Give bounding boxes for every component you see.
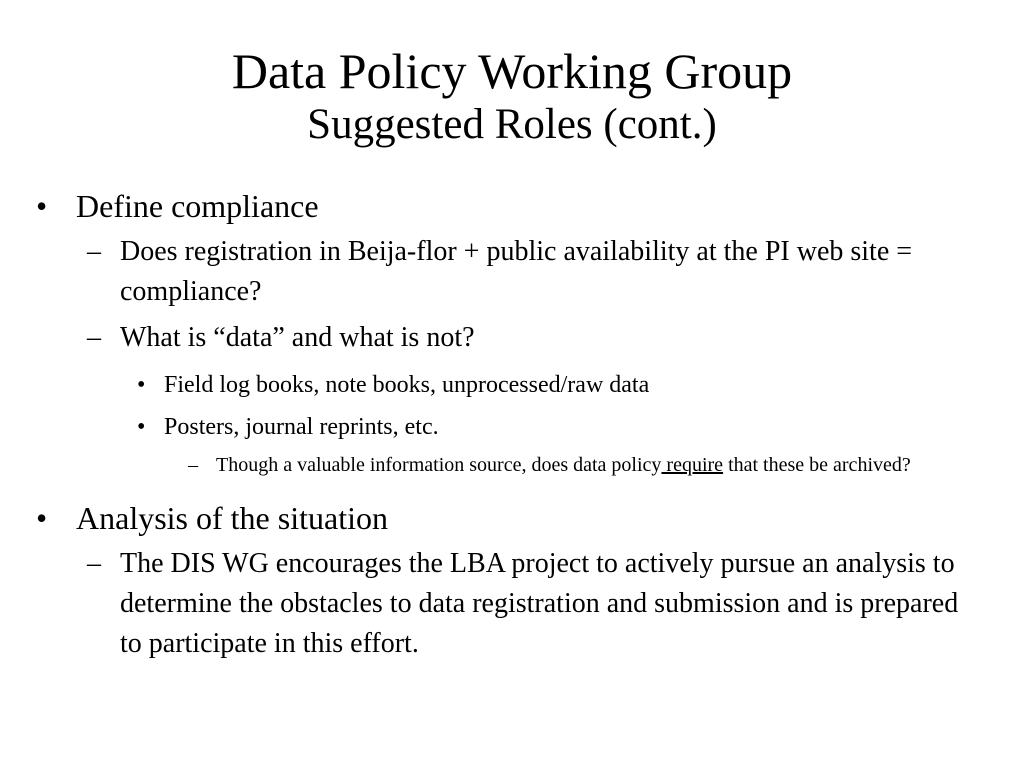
bullet-marker: • [137,414,146,440]
sub-sub-bullet-posters [36,412,976,442]
title-main: Data Policy Working Group [231,43,793,99]
deep-bullet-text-before: Though a valuable information source, does data policy [216,454,662,476]
deep-bullet-emphasis: require [661,454,724,476]
bullet-marker: • [137,372,146,398]
deep-bullet-archive-question [36,452,976,478]
sub-bullet-text: The DIS WG encourages the LBA project to actively pursue an analysis to determine the obstacles to data registration and submission and is prepared to participate in this effort. [120,548,959,659]
sub-bullet-text: What is “data” and what is not? [120,322,475,353]
sub-sub-bullet-text: Field log books, note books, unprocessed/raw data [164,372,650,398]
sub-bullet-text: Does registration in Beija-flor + public availability at the PI web site = compliance? [120,236,913,307]
bullet-text: Define compliance [76,188,319,224]
title-subtitle: Suggested Roles (cont.) [307,101,717,148]
bullet-define-compliance [36,186,976,226]
dash-marker: – [87,548,101,579]
bullet-marker: • [36,500,48,536]
dash-marker: – [87,236,101,267]
sub-bullet-what-is-data [36,318,976,358]
dash-marker: – [188,454,198,476]
bullet-marker: • [36,188,48,224]
bullet-text: Analysis of the situation [76,500,388,536]
sub-bullet-registration [36,232,976,312]
sub-bullet-dis-wg [36,544,976,664]
bullet-analysis [36,498,976,538]
sub-sub-bullet-field-logs [36,370,976,400]
slide-body [36,186,976,664]
slide-title [0,42,1024,150]
sub-sub-bullet-text: Posters, journal reprints, etc. [164,414,439,440]
deep-bullet-text-after: that these be archived? [723,454,911,476]
dash-marker: – [87,322,101,353]
